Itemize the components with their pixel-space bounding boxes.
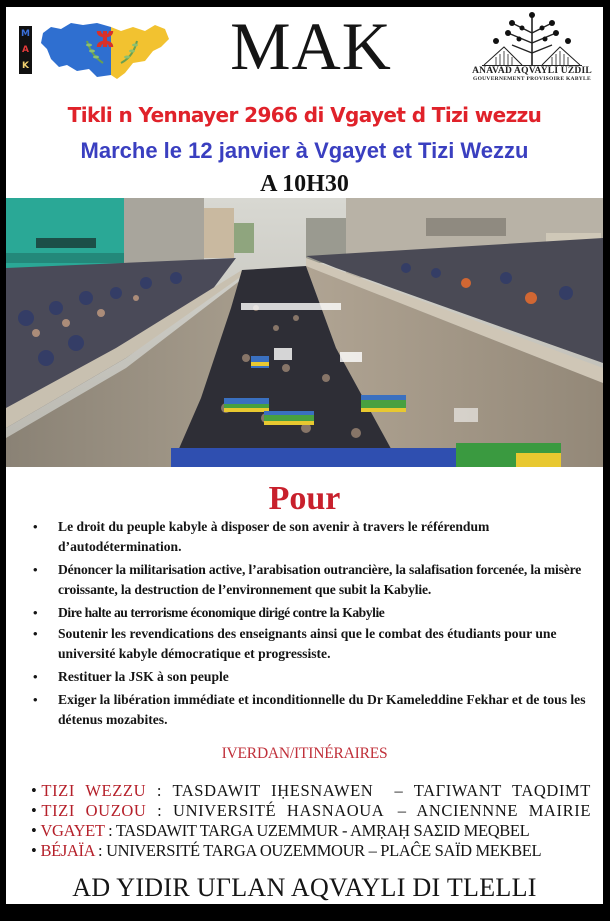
demand-item: • Exiger la libération immédiate et inconditionnelle du Dr Kameleddine Fekhar et de tous les détenus mozabites. xyxy=(33,692,586,727)
crowd-photo-illustration xyxy=(6,198,603,467)
mak-letters xyxy=(19,26,32,74)
route-start: TASDAWIT TARGA UZEMMUR xyxy=(115,821,339,840)
gov-subtitle: GOUVERNEMENT PROVISOIRE KABYLE xyxy=(473,76,591,82)
letter-m: M xyxy=(21,28,30,39)
kabylie-map-flag-icon xyxy=(37,17,171,79)
letter-a: A xyxy=(22,44,29,55)
pour-title: Pour xyxy=(268,480,341,517)
demand-item: • Dire halte au terrorisme économique dirigé contre la Kabylie xyxy=(32,603,597,623)
route-item: • BÉJAÏA : UNIVERSITÉ TARGA OUZEMMOUR – PLAĈE SAÏD MEKBEL xyxy=(31,841,542,860)
route-item: • TIZI WEZZU : TASDAWIT IḤESNAWEN – TAΓIWANT TAQDIMT xyxy=(31,781,591,800)
route-start: TASDAWIT IḤESNAWEN xyxy=(172,781,374,800)
route-city: TIZI OUZOU xyxy=(41,801,147,820)
route-city: TIZI WEZZU xyxy=(41,781,147,800)
routes-list xyxy=(31,781,591,861)
itineraries-title: IVERDAN/ITINÉRAIRES xyxy=(221,745,388,762)
footer-slogan: AD YIDIR UΓLAN AQVAYLI DI TLELLI xyxy=(72,873,537,902)
demand-item: • Le droit du peuple kabyle à disposer de son avenir à travers le référendum d’autodétermination. xyxy=(33,519,490,554)
bullet-icon: • xyxy=(31,781,38,800)
route-city: BÉJAÏA xyxy=(40,841,95,860)
route-end: PLAĈE SAÏD MEKBEL xyxy=(380,841,542,860)
demand-item: • Restituer la JSK à son peuple xyxy=(32,667,597,687)
route-item: • VGAYET : TASDAWIT TARGA UZEMMUR - AMṚAḤ SAΣID MEQBEL xyxy=(31,821,530,840)
mak-logo xyxy=(19,17,171,79)
route-item: • TIZI OUZOU : UNIVERSITÉ HASNAOUA – ANCIENNNE MAIRIE xyxy=(31,801,591,820)
anavad-tree-emblem-icon xyxy=(482,11,582,67)
route-end: ANCIENNNE MAIRIE xyxy=(416,801,591,820)
bullet-icon: • xyxy=(33,626,38,641)
letter-k: K xyxy=(22,60,29,71)
poster xyxy=(6,7,603,904)
demands-list xyxy=(32,517,597,733)
anavad-logo xyxy=(472,11,592,83)
route-end: TAΓIWANT TAQDIMT xyxy=(413,781,591,800)
route-start: UNIVERSITÉ HASNAOUA xyxy=(173,801,385,820)
headline-french: Marche le 12 janvier à Vgayet et Tizi Wezzu xyxy=(80,138,529,163)
demand-item: • Dénoncer la militarisation active, l’arabisation outrancière, la salafisation forcenée, la misère croissante, la destruction de l’environnement que subit la Kabylie. xyxy=(33,562,582,597)
demand-item: • Soutenir les revendications des enseignants ainsi que le combat des étudiants pour une université kabyle démocratique et progressiste. xyxy=(33,626,557,661)
route-city: VGAYET xyxy=(40,821,105,840)
bullet-icon: • xyxy=(31,801,38,820)
headline-time: A 10H30 xyxy=(260,171,349,197)
crowd-march-photo xyxy=(6,198,603,467)
headline-kabyle: Tikli n Yennayer 2966 di Vgayet d Tizi wezzu xyxy=(67,103,542,127)
bullet-icon: • xyxy=(33,692,38,707)
route-end: AMṚAḤ SAΣID MEQBEL xyxy=(350,821,530,840)
svg-text:ⵣ: ⵣ xyxy=(95,28,115,53)
bullet-icon: • xyxy=(33,605,38,620)
route-start: UNIVERSITÉ TARGA OUZEMMOUR xyxy=(106,841,365,860)
gov-name: ANAVAD AQVAYLI UZDIL xyxy=(472,66,592,76)
bullet-icon: • xyxy=(31,821,37,840)
mak-title: MAK xyxy=(230,8,392,84)
bullet-icon: • xyxy=(31,841,37,860)
bullet-icon: • xyxy=(33,669,38,684)
bullet-icon: • xyxy=(33,562,38,577)
bullet-icon: • xyxy=(33,519,38,534)
